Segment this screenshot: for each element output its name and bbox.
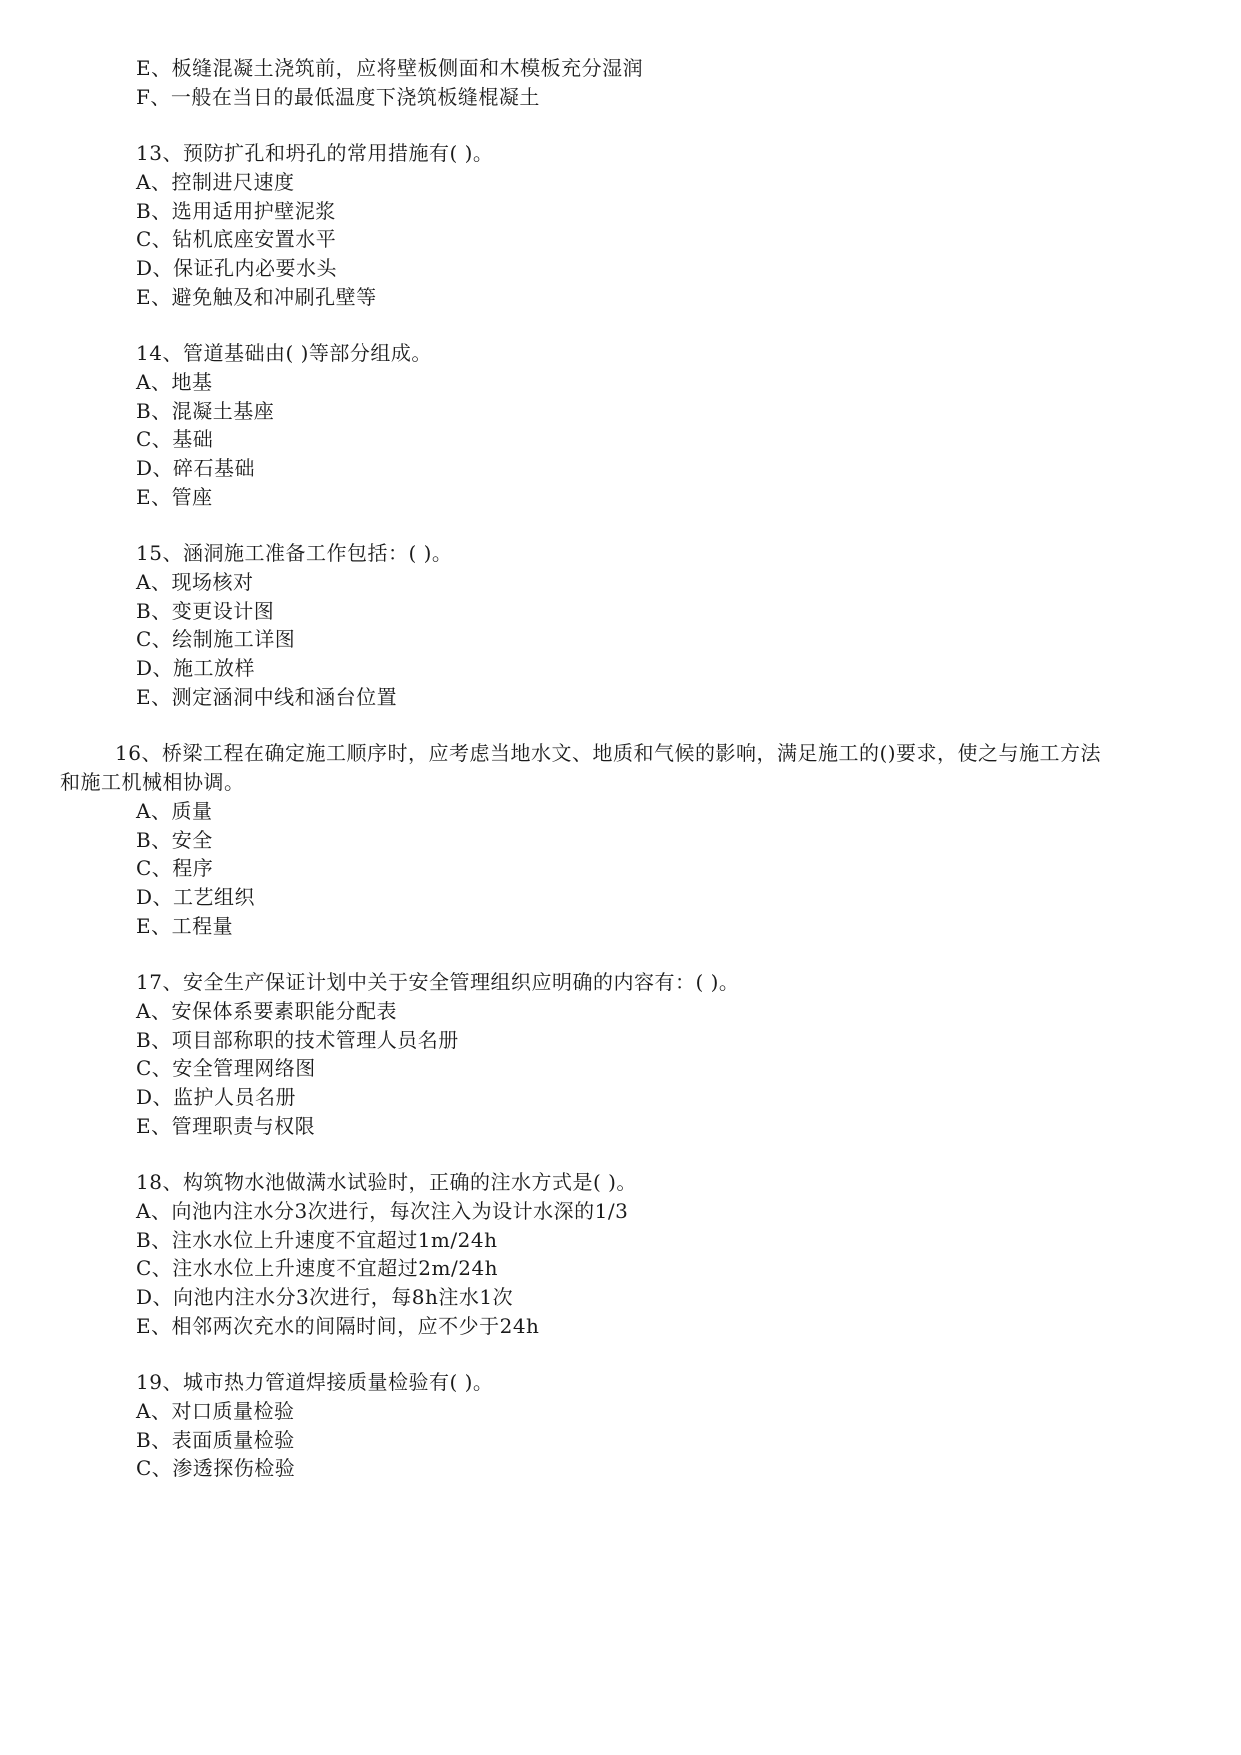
option-line: C、渗透探伤检验 <box>136 1456 296 1480</box>
option-line: D、碎石基础 <box>136 456 256 480</box>
option-line: B、项目部称职的技术管理人员名册 <box>136 1028 459 1052</box>
question-line-continued: 和施工机械相协调。 <box>60 770 245 794</box>
option-line: A、质量 <box>136 799 213 823</box>
question-line: 19、城市热力管道焊接质量检验有( )。 <box>136 1370 494 1394</box>
question-line: 16、桥梁工程在确定施工顺序时，应考虑当地水文、地质和气候的影响，满足施工的()要求，使之与施工方法 <box>115 741 1102 765</box>
option-line: A、向池内注水分3次进行，每次注入为设计水深的1/3 <box>136 1199 629 1223</box>
option-line: C、基础 <box>136 427 214 451</box>
option-line: E、工程量 <box>136 914 234 938</box>
question-line: 14、管道基础由( )等部分组成。 <box>136 341 432 365</box>
option-line: E、测定涵洞中线和涵台位置 <box>136 685 398 709</box>
option-line: B、混凝土基座 <box>136 399 275 423</box>
option-line: D、监护人员名册 <box>136 1085 297 1109</box>
option-line: E、避免触及和冲刷孔壁等 <box>136 285 377 309</box>
option-line: D、工艺组织 <box>136 885 256 909</box>
question-line: 15、涵洞施工准备工作包括：( )。 <box>136 541 453 565</box>
option-line: A、控制进尺速度 <box>136 170 295 194</box>
option-line: B、选用适用护壁泥浆 <box>136 199 336 223</box>
option-line: B、安全 <box>136 828 213 852</box>
option-line: E、管座 <box>136 485 213 509</box>
option-line: B、注水水位上升速度不宜超过1m/24h <box>136 1228 498 1252</box>
option-line: B、变更设计图 <box>136 599 275 623</box>
option-line: E、管理职责与权限 <box>136 1114 316 1138</box>
option-line: D、施工放样 <box>136 656 256 680</box>
option-line: C、安全管理网络图 <box>136 1056 316 1080</box>
option-line: A、地基 <box>136 370 213 394</box>
option-line: F、一般在当日的最低温度下浇筑板缝棍凝土 <box>136 85 540 109</box>
question-line: 13、预防扩孔和坍孔的常用措施有( )。 <box>136 141 494 165</box>
option-line: C、注水水位上升速度不宜超过2m/24h <box>136 1256 499 1280</box>
option-line: A、现场核对 <box>136 570 254 594</box>
question-line: 18、构筑物水池做满水试验时，正确的注水方式是( )。 <box>136 1170 637 1194</box>
question-line: 17、安全生产保证计划中关于安全管理组织应明确的内容有：( )。 <box>136 970 740 994</box>
option-line: D、向池内注水分3次进行，每8h注水1次 <box>136 1285 514 1309</box>
option-line: E、板缝混凝土浇筑前，应将壁板侧面和木模板充分湿润 <box>136 56 644 80</box>
option-line: D、保证孔内必要水头 <box>136 256 338 280</box>
option-line: A、对口质量检验 <box>136 1399 295 1423</box>
option-line: E、相邻两次充水的间隔时间，应不少于24h <box>136 1314 540 1338</box>
option-line: A、安保体系要素职能分配表 <box>136 999 397 1023</box>
option-line: C、钻机底座安置水平 <box>136 227 337 251</box>
option-line: C、绘制施工详图 <box>136 627 296 651</box>
option-line: C、程序 <box>136 856 214 880</box>
option-line: B、表面质量检验 <box>136 1428 295 1452</box>
